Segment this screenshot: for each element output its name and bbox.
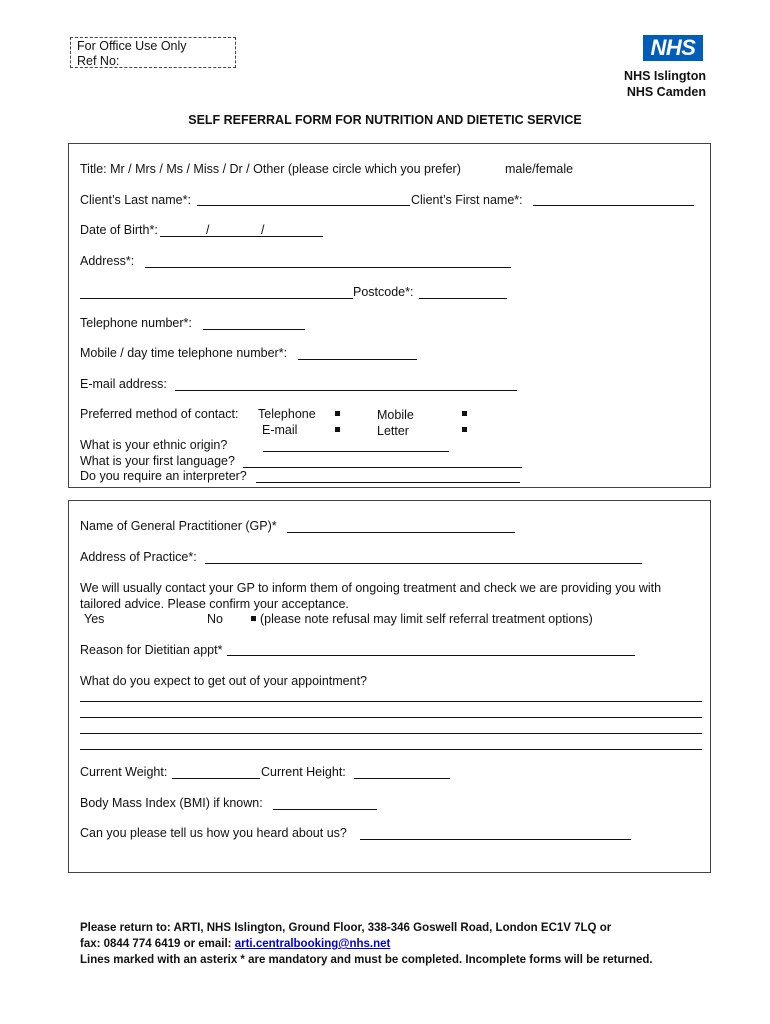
mobile-checkbox[interactable] <box>462 411 467 416</box>
first-language-label: What is your first language? <box>80 454 235 468</box>
fax-label: fax: 0844 774 6419 or email: <box>80 938 232 950</box>
bmi-field[interactable] <box>273 809 377 810</box>
org-camden: NHS Camden <box>626 85 706 99</box>
email-label: E-mail address: <box>80 377 167 391</box>
mobile-label: Mobile / day time telephone number*: <box>80 346 288 360</box>
mobile-field[interactable] <box>298 359 417 360</box>
referral-source-label: Can you please tell us how you heard about us? <box>80 826 347 840</box>
address-label: Address*: <box>80 254 135 268</box>
contact-option-mobile: Mobile <box>377 408 414 422</box>
practice-address-field[interactable] <box>205 563 642 564</box>
first-name-label: Client’s First name*: <box>411 193 523 207</box>
first-name-field[interactable] <box>533 205 694 206</box>
ethnic-origin-field[interactable] <box>263 451 449 452</box>
consent-text-line2: tailored advice. Please confirm your acceptance. <box>80 597 349 611</box>
ethnic-origin-label: What is your ethnic origin? <box>80 438 228 452</box>
ref-no-label: Ref No: <box>77 54 120 68</box>
dob-separator: / <box>261 223 265 237</box>
contact-option-telephone: Telephone <box>258 407 316 421</box>
address-line-1-field[interactable] <box>145 267 511 268</box>
expectation-line[interactable] <box>80 717 702 718</box>
dob-separator: / <box>206 223 210 237</box>
return-address: Please return to: ARTI, NHS Islington, Ground Floor, 338-346 Goswell Road, London EC1V 7LQ or <box>80 922 612 934</box>
telephone-label: Telephone number*: <box>80 316 192 330</box>
mandatory-note: Lines marked with an asterix * are mandatory and must be completed. Incomplete forms will be returned. <box>80 954 653 966</box>
reason-label: Reason for Dietitian appt* <box>80 643 223 657</box>
consent-text-line1: We will usually contact your GP to inform them of ongoing treatment and check we are providing you with <box>80 581 662 595</box>
dob-label: Date of Birth*: <box>80 223 158 237</box>
last-name-field[interactable] <box>197 205 410 206</box>
last-name-label: Client’s Last name*: <box>80 193 191 207</box>
bmi-label: Body Mass Index (BMI) if known: <box>80 796 263 810</box>
consent-no-checkbox[interactable] <box>251 616 256 621</box>
expectation-line[interactable] <box>80 749 702 750</box>
preferred-contact-label: Preferred method of contact: <box>80 407 239 421</box>
practice-address-label: Address of Practice*: <box>80 550 197 564</box>
contact-option-email: E-mail <box>262 423 298 437</box>
interpreter-field[interactable] <box>256 482 520 483</box>
expectation-line[interactable] <box>80 701 702 702</box>
email-checkbox[interactable] <box>335 427 340 432</box>
height-field[interactable] <box>354 778 450 779</box>
gp-name-label: Name of General Practitioner (GP)* <box>80 519 277 533</box>
letter-checkbox[interactable] <box>462 427 467 432</box>
title-field-label: Title: Mr / Mrs / Ms / Miss / Dr / Other (please circle which you prefer) <box>80 162 461 176</box>
referral-source-field[interactable] <box>360 839 631 840</box>
height-label: Current Height: <box>261 765 346 779</box>
telephone-checkbox[interactable] <box>335 411 340 416</box>
contact-option-letter: Letter <box>377 424 409 438</box>
refusal-note: (please note refusal may limit self referral treatment options) <box>260 612 593 626</box>
office-use-box <box>70 37 236 68</box>
expectation-label: What do you expect to get out of your appointment? <box>80 674 367 688</box>
email-link[interactable]: arti.centralbooking@nhs.net <box>234 938 391 950</box>
telephone-field[interactable] <box>203 329 305 330</box>
reason-field[interactable] <box>227 655 635 656</box>
nhs-logo: NHS <box>643 35 703 61</box>
consent-no-label: No <box>207 612 223 626</box>
interpreter-label: Do you require an interpreter? <box>80 469 247 483</box>
postcode-label: Postcode*: <box>353 285 414 299</box>
return-instructions <box>80 920 653 968</box>
consent-yes-label: Yes <box>84 612 105 626</box>
dob-field[interactable] <box>160 236 323 237</box>
gp-name-field[interactable] <box>287 532 515 533</box>
fax-email-line <box>80 936 653 952</box>
weight-label: Current Weight: <box>80 765 168 779</box>
form-title: SELF REFERRAL FORM FOR NUTRITION AND DIETETIC SERVICE <box>188 113 582 127</box>
organisation-names <box>624 68 706 100</box>
first-language-field[interactable] <box>243 467 522 468</box>
expectation-line[interactable] <box>80 733 702 734</box>
postcode-field[interactable] <box>419 298 507 299</box>
gender-field-label: male/female <box>505 162 574 176</box>
address-line-2-field[interactable] <box>80 298 353 299</box>
office-use-label: For Office Use Only <box>77 39 187 53</box>
weight-field[interactable] <box>172 778 260 779</box>
email-field[interactable] <box>175 390 517 391</box>
org-islington: NHS Islington <box>624 69 706 83</box>
